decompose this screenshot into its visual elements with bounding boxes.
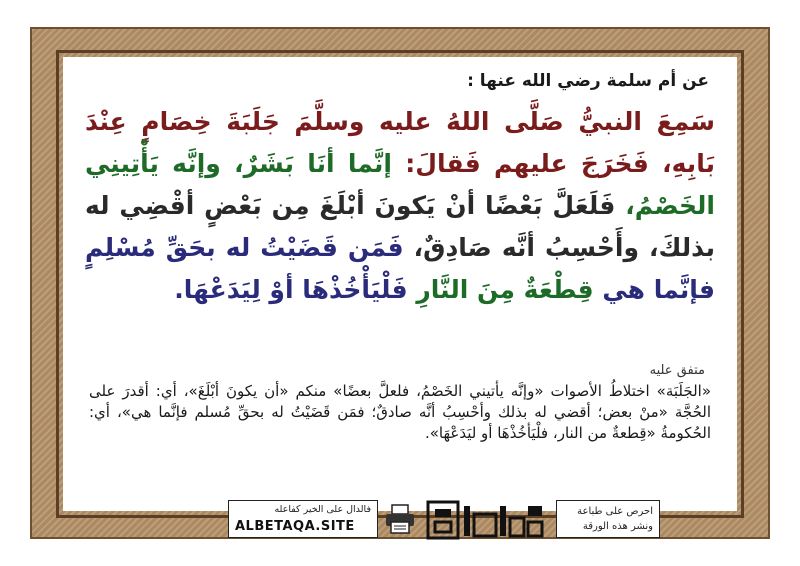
footer-site-box (228, 500, 378, 538)
site-link[interactable]: ALBETAQA.SITE (235, 519, 355, 534)
hadith-part-2: بَابِهِ، فَخَرَجَ عليهم فَقالَ: (405, 149, 715, 178)
print-note-line-1: احرص على طباعة (577, 506, 653, 517)
albetaqa-logo (426, 500, 546, 540)
hadith-part-9: قِطْعَةٌ مِنَ النَّارِ (416, 275, 594, 304)
hadith-part-3: إنَّما أنَا بَشَرٌ، وإنَّه يَأْتِينِي (85, 149, 392, 178)
hadith-part-5: فَلَعَلَّ بَعْضًا أنْ يَكونَ أبْلَغَ مِن بَعْضٍ أقْضِي له (85, 191, 616, 220)
footer-print-box (556, 500, 660, 538)
hadith-text (85, 101, 715, 311)
source-label: متفق عليه (649, 363, 705, 378)
hadith-part-6: بذلكَ، وأَحْسِبُ أنَّه صَادِقٌ، (413, 233, 715, 262)
hadith-part-10: فَلْيَأْخُذْهَا أوْ لِيَدَعْهَا. (174, 275, 408, 304)
hadith-part-4: الخَصْمُ، (625, 191, 715, 220)
card-paper (63, 57, 737, 534)
print-note-line-2: ونشر هذه الورقة (582, 521, 653, 532)
hadith-part-7: فَمَن قَضَيْتُ له بحَقِّ (165, 233, 404, 262)
hadith-part-1: سَمِعَ النبيُّ صَلَّى اللهُ عليه وسلَّمَ جَلَبَةَ خِصَامٍ عِنْدَ (85, 107, 715, 136)
hadith-part-8: مُسْلِمٍ فإنَّما هي (85, 233, 715, 304)
footer (228, 500, 660, 540)
printer-icon (384, 504, 416, 534)
footer-motto: فالدال على الخير كفاعله (274, 504, 371, 515)
narrator-line: عن أم سلمة رضي الله عنها : (467, 71, 709, 91)
explanation-text: «الجَلَبَة» اختلاطُ الأصوات «وإنَّه يأتيني الخَصْمُ، فلعلَّ بعضًا» منكم «أن يكونَ أبْلَغَ»، أي: أقدرَ على الحُجَّة «منْ بعض؛ أقضي له بذلك وأحْسِبُ أنَّه صادقٌ؛ فمَن قَضَيْتُ له بحقِّ مُسلم فإنَّما هي»، أي: الحُكومةُ «قِطعةٌ من النار، فلْيَأخُذْهَا أو ليَدَعْهَا». (89, 382, 711, 442)
